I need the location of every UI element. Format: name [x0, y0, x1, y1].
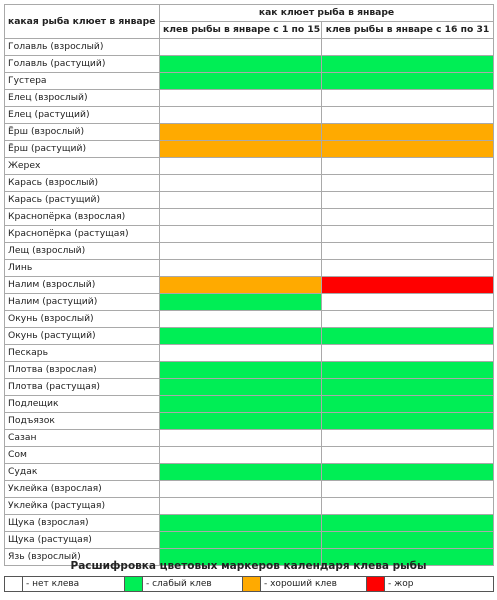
bite-cell-period-1: [160, 481, 322, 498]
fish-name: Краснопёрка (взрослая): [5, 209, 160, 226]
legend-title: Расшифровка цветовых маркеров календаря клева рыбы: [70, 560, 427, 572]
table-row: [5, 379, 494, 396]
bite-cell-period-1: [160, 311, 322, 328]
bite-cell-period-1: [160, 243, 322, 260]
fish-name: Елец (взрослый): [5, 90, 160, 107]
fish-name: Подъязок: [5, 413, 160, 430]
table-row: [5, 294, 494, 311]
fish-name: Лещ (взрослый): [5, 243, 160, 260]
table-row: [5, 447, 494, 464]
table-row: [5, 124, 494, 141]
bite-cell-period-1: [160, 498, 322, 515]
bite-cell-period-1: [160, 124, 322, 141]
table-row: [5, 464, 494, 481]
bite-cell-period-2: [322, 56, 494, 73]
bite-cell-period-2: [322, 277, 494, 294]
fish-name: Уклейка (растущая): [5, 498, 160, 515]
legend-swatch-none: [5, 577, 23, 592]
fish-name: Густера: [5, 73, 160, 90]
corner-header: какая рыба клюет в январе: [5, 5, 160, 39]
fish-name: Жерех: [5, 158, 160, 175]
table-row: [5, 39, 494, 56]
legend-row: [5, 577, 494, 592]
table-row: [5, 345, 494, 362]
bite-cell-period-2: [322, 39, 494, 56]
bite-cell-period-2: [322, 413, 494, 430]
table-row: [5, 515, 494, 532]
bite-cell-period-1: [160, 56, 322, 73]
bite-cell-period-2: [322, 311, 494, 328]
table-row: [5, 158, 494, 175]
bite-cell-period-1: [160, 447, 322, 464]
bite-cell-period-2: [322, 464, 494, 481]
table-row: [5, 396, 494, 413]
bite-cell-period-1: [160, 158, 322, 175]
fish-name: Язь (взрослый): [5, 549, 160, 566]
fish-name: Плотва (растущая): [5, 379, 160, 396]
bite-cell-period-2: [322, 498, 494, 515]
fish-name: Судак: [5, 464, 160, 481]
bite-cell-period-2: [322, 379, 494, 396]
fish-name: Окунь (растущий): [5, 328, 160, 345]
bite-cell-period-1: [160, 192, 322, 209]
fish-name: Краснопёрка (растущая): [5, 226, 160, 243]
group-header: как клюет рыба в январе: [160, 5, 494, 22]
bite-cell-period-2: [322, 345, 494, 362]
bite-cell-period-1: [160, 226, 322, 243]
fish-name: Ёрш (растущий): [5, 141, 160, 158]
table-row: [5, 328, 494, 345]
fish-name: Налим (растущий): [5, 294, 160, 311]
fish-name: Ёрш (взрослый): [5, 124, 160, 141]
bite-cell-period-2: [322, 447, 494, 464]
bite-calendar-table: [4, 4, 494, 566]
bite-cell-period-1: [160, 464, 322, 481]
table-row: [5, 532, 494, 549]
bite-cell-period-1: [160, 396, 322, 413]
bite-cell-period-1: [160, 413, 322, 430]
fish-name: Щука (взрослая): [5, 515, 160, 532]
period-header-1: клев рыбы в январе с 1 по 15: [160, 22, 322, 39]
table-row: [5, 260, 494, 277]
legend-label-zhor: - жор: [385, 577, 494, 592]
bite-cell-period-2: [322, 328, 494, 345]
bite-cell-period-2: [322, 294, 494, 311]
bite-cell-period-2: [322, 481, 494, 498]
bite-cell-period-1: [160, 532, 322, 549]
bite-cell-period-2: [322, 107, 494, 124]
table-row: [5, 107, 494, 124]
table-row: [5, 498, 494, 515]
bite-cell-period-2: [322, 73, 494, 90]
fish-name: Окунь (взрослый): [5, 311, 160, 328]
bite-cell-period-1: [160, 141, 322, 158]
table-row: [5, 226, 494, 243]
bite-cell-period-1: [160, 107, 322, 124]
bite-cell-period-2: [322, 141, 494, 158]
bite-cell-period-1: [160, 209, 322, 226]
table-row: [5, 209, 494, 226]
bite-cell-period-1: [160, 277, 322, 294]
legend-table: [4, 576, 494, 592]
bite-cell-period-1: [160, 515, 322, 532]
table-row: [5, 141, 494, 158]
bite-cell-period-2: [322, 396, 494, 413]
bite-cell-period-1: [160, 73, 322, 90]
bite-cell-period-2: [322, 362, 494, 379]
legend-swatch-weak: [125, 577, 143, 592]
bite-cell-period-1: [160, 345, 322, 362]
bite-cell-period-2: [322, 90, 494, 107]
bite-cell-period-2: [322, 260, 494, 277]
fish-name: Елец (растущий): [5, 107, 160, 124]
fish-name: Сом: [5, 447, 160, 464]
fish-name: Уклейка (взрослая): [5, 481, 160, 498]
legend-label-none: - нет клева: [23, 577, 125, 592]
fish-name: Линь: [5, 260, 160, 277]
table-row: [5, 73, 494, 90]
table-row: [5, 362, 494, 379]
bite-cell-period-2: [322, 532, 494, 549]
legend-label-weak: - слабый клев: [143, 577, 243, 592]
fish-name: Карась (взрослый): [5, 175, 160, 192]
fish-name: Голавль (растущий): [5, 56, 160, 73]
table-row: [5, 413, 494, 430]
bite-cell-period-1: [160, 430, 322, 447]
legend-swatch-good: [243, 577, 261, 592]
bite-cell-period-1: [160, 175, 322, 192]
bite-cell-period-2: [322, 209, 494, 226]
bite-cell-period-1: [160, 294, 322, 311]
bite-cell-period-2: [322, 243, 494, 260]
bite-cell-period-1: [160, 362, 322, 379]
table-row: [5, 311, 494, 328]
table-row: [5, 430, 494, 447]
fish-name: Голавль (взрослый): [5, 39, 160, 56]
bite-cell-period-2: [322, 175, 494, 192]
fish-rows: [5, 39, 494, 566]
fish-name: Сазан: [5, 430, 160, 447]
bite-cell-period-2: [322, 192, 494, 209]
table-row: [5, 481, 494, 498]
bite-cell-period-2: [322, 124, 494, 141]
period-header-2: клев рыбы в январе с 16 по 31: [322, 22, 494, 39]
table-row: [5, 192, 494, 209]
bite-cell-period-1: [160, 260, 322, 277]
bite-cell-period-1: [160, 328, 322, 345]
bite-cell-period-1: [160, 379, 322, 396]
fish-name: Пескарь: [5, 345, 160, 362]
bite-cell-period-2: [322, 430, 494, 447]
bite-cell-period-2: [322, 158, 494, 175]
fish-name: Плотва (взрослая): [5, 362, 160, 379]
fish-name: Щука (растущая): [5, 532, 160, 549]
bite-cell-period-1: [160, 90, 322, 107]
header-row-group: [5, 5, 494, 22]
fish-name: Налим (взрослый): [5, 277, 160, 294]
table-row: [5, 243, 494, 260]
table-row: [5, 277, 494, 294]
legend-swatch-zhor: [367, 577, 385, 592]
table-row: [5, 90, 494, 107]
table-row: [5, 56, 494, 73]
fish-name: Подлещик: [5, 396, 160, 413]
legend-label-good: - хороший клев: [261, 577, 367, 592]
fish-name: Карась (растущий): [5, 192, 160, 209]
table-row: [5, 175, 494, 192]
bite-cell-period-2: [322, 226, 494, 243]
bite-cell-period-1: [160, 39, 322, 56]
bite-cell-period-2: [322, 515, 494, 532]
